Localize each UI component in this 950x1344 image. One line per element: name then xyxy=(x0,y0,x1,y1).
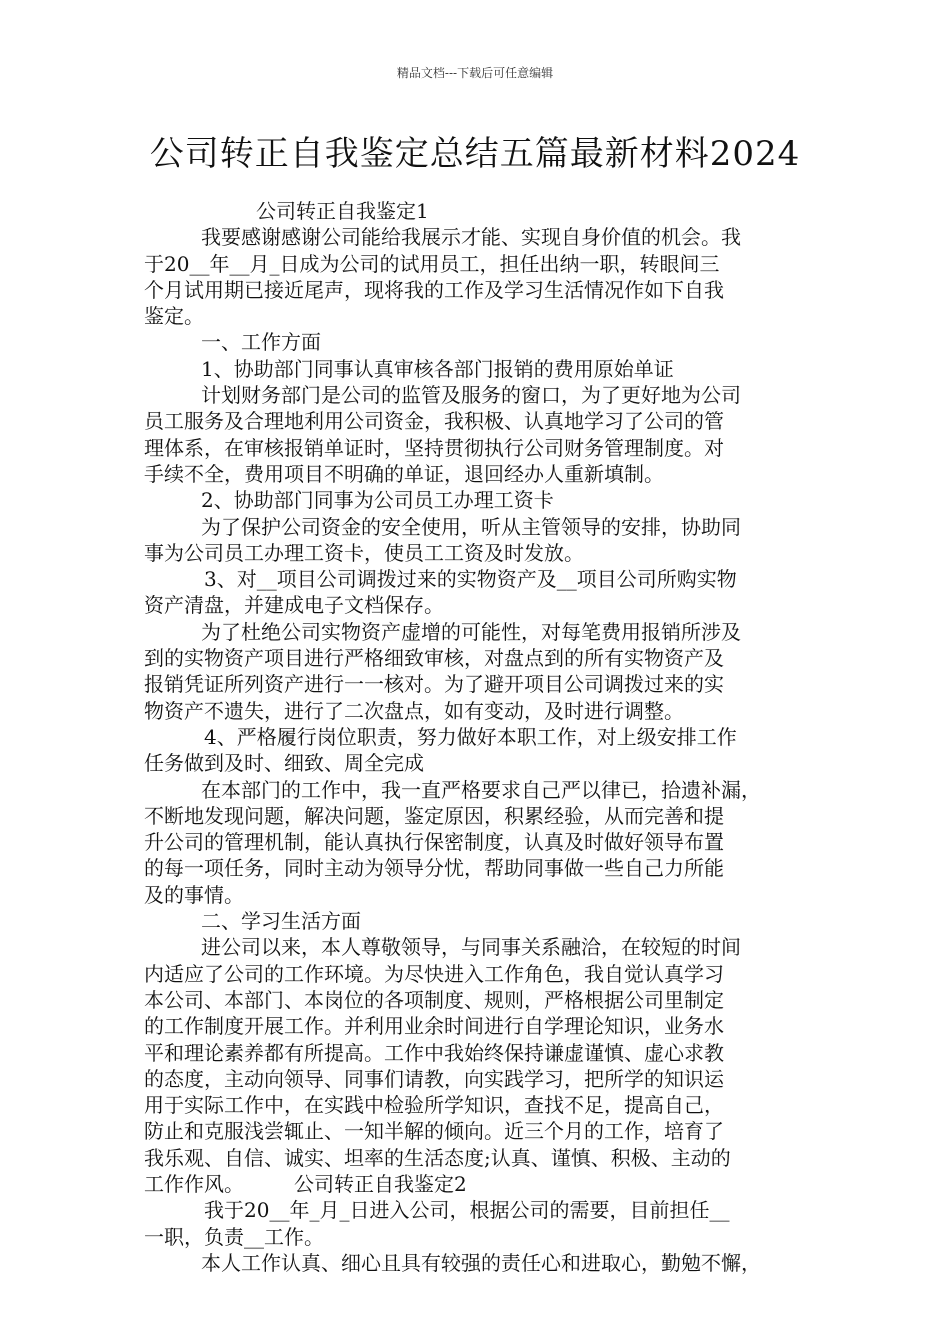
text-line: 物资产不遗失，进行了二次盘点，如有变动，及时进行调整。 xyxy=(144,698,684,723)
text-line: 及的事情。 xyxy=(144,882,244,907)
text-line: 1、协助部门同事认真审核各部门报销的费用原始单证 xyxy=(201,356,674,381)
text-line: 任务做到及时、细致、周全完成 xyxy=(144,751,424,776)
text-line: 进公司以来，本人尊敬领导，与同事关系融洽，在较短的时间 xyxy=(201,935,741,960)
document-body xyxy=(144,198,812,1276)
text-line: 事为公司员工办理工资卡，使员工工资及时发放。 xyxy=(144,540,584,565)
text-line: 内适应了公司的工作环境。为尽快进入工作角色，我自觉认真学习 xyxy=(144,961,724,986)
text-line: 工作作风。 公司转正自我鉴定2 xyxy=(144,1171,467,1196)
text-line: 理体系，在审核报销单证时，坚持贯彻执行公司财务管理制度。对 xyxy=(144,435,724,460)
text-line: 的工作制度开展工作。并利用业余时间进行自学理论知识，业务水 xyxy=(144,1014,724,1039)
text-line: 不断地发现问题，解决问题，鉴定原因，积累经验，从而完善和提 xyxy=(144,803,724,828)
text-line: 防止和克服浅尝辄止、一知半解的倾向。近三个月的工作，培育了 xyxy=(144,1119,724,1144)
text-line: 2、协助部门同事为公司员工办理工资卡 xyxy=(201,488,554,513)
text-line: 3、对__项目公司调拨过来的实物资产及__项目公司所购实物 xyxy=(204,567,737,592)
text-line: 报销凭证所列资产进行一一核对。为了避开项目公司调拨过来的实 xyxy=(144,672,724,697)
text-line: 的态度，主动向领导、同事们请教，向实践学习，把所学的知识运 xyxy=(144,1066,724,1091)
page-header-note: 精品文档---下载后可任意编辑 xyxy=(396,66,554,80)
text-line: 到的实物资产项目进行严格细致审核，对盘点到的所有实物资产及 xyxy=(144,646,724,671)
text-line: 在本部门的工作中，我一直严格要求自己严以律已，拾遗补漏， xyxy=(201,777,761,802)
text-line: 一职，负责__工作。 xyxy=(144,1224,324,1249)
text-line: 平和理论素养都有所提高。工作中我始终保持谦虚谨慎、虚心求教 xyxy=(144,1040,724,1065)
text-line: 一、工作方面 xyxy=(201,330,321,355)
text-line: 于20__年__月_日成为公司的试用员工，担任出纳一职，转眼间三 xyxy=(144,251,720,276)
text-line: 手续不全，费用项目不明确的单证，退回经办人重新填制。 xyxy=(144,461,664,486)
text-line: 升公司的管理机制，能认真执行保密制度，认真及时做好领导布置 xyxy=(144,830,724,855)
text-line: 我于20__年_月_日进入公司，根据公司的需要，目前担任__ xyxy=(204,1198,730,1223)
text-line: 我要感谢感谢公司能给我展示才能、实现自身价值的机会。我 xyxy=(201,225,741,250)
text-line: 用于实际工作中，在实践中检验所学知识，查找不足，提高自己， xyxy=(144,1093,724,1118)
text-line: 本公司、本部门、本岗位的各项制度、规则，严格根据公司里制定 xyxy=(144,987,724,1012)
text-line: 公司转正自我鉴定1 xyxy=(256,199,429,223)
text-line: 为了保护公司资金的安全使用，听从主管领导的安排，协助同 xyxy=(201,514,741,539)
text-line: 个月试用期已接近尾声，现将我的工作及学习生活情况作如下自我 xyxy=(144,277,724,302)
text-line: 4、严格履行岗位职责，努力做好本职工作，对上级安排工作 xyxy=(204,724,737,749)
text-line: 资产清盘，并建成电子文档保存。 xyxy=(144,593,444,618)
text-line: 本人工作认真、细心且具有较强的责任心和进取心，勤勉不懈， xyxy=(201,1250,761,1275)
text-line: 为了杜绝公司实物资产虚增的可能性，对每笔费用报销所涉及 xyxy=(201,619,741,644)
document-title: 公司转正自我鉴定总结五篇最新材料2024 xyxy=(149,134,801,174)
text-line: 员工服务及合理地利用公司资金，我积极、认真地学习了公司的管 xyxy=(144,409,724,434)
text-line: 的每一项任务，同时主动为领导分忧，帮助同事做一些自己力所能 xyxy=(144,856,724,881)
text-line: 鉴定。 xyxy=(144,304,204,329)
text-line: 二、学习生活方面 xyxy=(201,909,361,934)
text-line: 计划财务部门是公司的监管及服务的窗口，为了更好地为公司 xyxy=(201,383,741,408)
text-line: 我乐观、自信、诚实、坦率的生活态度;认真、谨慎、积极、主动的 xyxy=(144,1145,731,1170)
